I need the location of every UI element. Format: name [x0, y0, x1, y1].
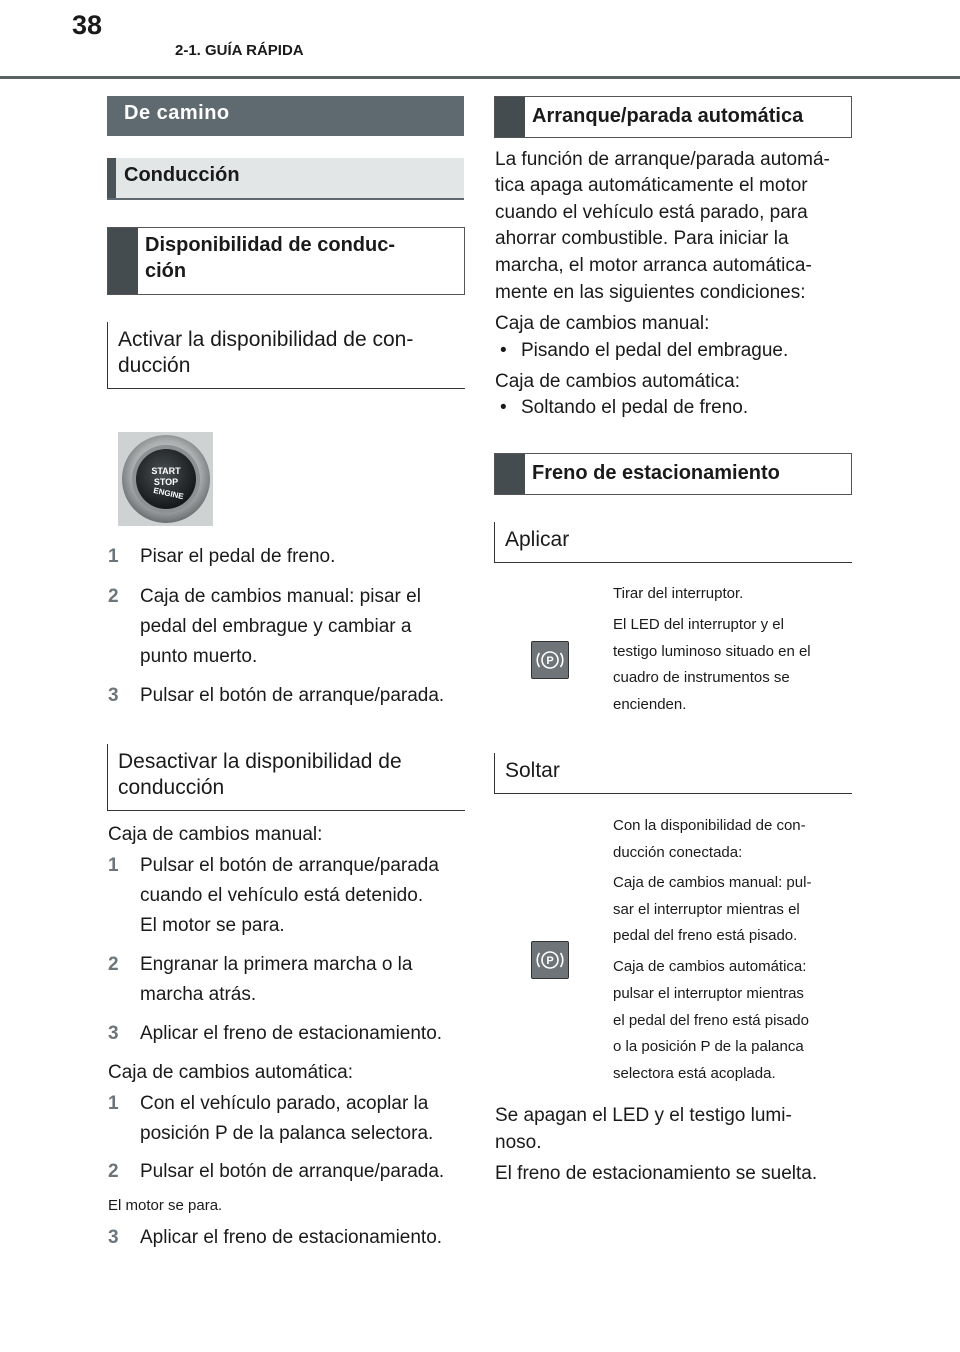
step-number: 2 — [108, 586, 119, 607]
heading-conduccion — [107, 158, 464, 200]
heading-arranque-parada — [494, 96, 852, 138]
step-number: 1 — [108, 546, 119, 567]
step-text: marcha atrás. — [140, 984, 257, 1005]
step-text: Aplicar el freno de estacionamiento. — [140, 1023, 443, 1044]
heading-arranque-parada-label: Arranque/parada automática — [532, 105, 804, 127]
soltar-line: Con la disponibilidad de con- — [613, 817, 806, 834]
step-text: Pulsar el botón de arranque/parada. — [140, 685, 445, 706]
banner-de-camino-label: De camino — [124, 102, 230, 124]
step-number: 1 — [108, 1093, 119, 1114]
page-number: 38 — [72, 10, 103, 40]
step-text: pedal del embrague y cambiar a — [140, 616, 412, 637]
soltar-line: Caja de cambios automática: — [613, 958, 807, 975]
final-line: El freno de estacionamiento se suelta. — [495, 1163, 818, 1184]
subheading-activar — [107, 322, 465, 389]
step-text: Pulsar el botón de arranque/parada. — [140, 1161, 445, 1182]
heading-freno-label: Freno de estacionamiento — [532, 462, 780, 484]
subheading-desactivar-line2: conducción — [118, 776, 225, 799]
step-number: 2 — [108, 1161, 119, 1182]
step-text: Aplicar el freno de estacionamiento. — [140, 1227, 443, 1248]
step-text: cuando el vehículo está detenido. — [140, 885, 424, 906]
soltar-line: selectora está acoplada. — [613, 1065, 776, 1082]
subheading-activar-line1: Activar la disponibilidad de con- — [118, 328, 414, 351]
step-number: 1 — [108, 855, 119, 876]
subheading-soltar-label: Soltar — [505, 759, 560, 782]
label-manual: Caja de cambios manual: — [108, 824, 323, 845]
step-text: Con el vehículo parado, acoplar la — [140, 1093, 429, 1114]
soltar-line: pulsar el interruptor mientras — [613, 985, 804, 1002]
bullet: • — [500, 340, 507, 361]
soltar-line: pedal del freno está pisado. — [613, 927, 798, 944]
subheading-aplicar-label: Aplicar — [505, 528, 570, 551]
paragraph-line: tica apaga automáticamente el motor — [495, 175, 808, 196]
heading-freno-estacionamiento — [494, 453, 852, 495]
paragraph-line: cuando el vehículo está parado, para — [495, 202, 808, 223]
subheading-aplicar — [494, 522, 852, 563]
label-automatica: Caja de cambios automática: — [108, 1062, 354, 1083]
step-text: posición P de la palanca selectora. — [140, 1123, 434, 1144]
button-text-start: START — [151, 466, 181, 476]
step-number: 2 — [108, 954, 119, 975]
final-line: noso. — [495, 1132, 542, 1153]
step-text: El motor se para. — [140, 915, 285, 936]
label-automatica-right: Caja de cambios automática: — [495, 371, 741, 392]
step-text: Pisar el pedal de freno. — [140, 546, 336, 567]
paragraph-line: La función de arranque/parada automá- — [495, 149, 830, 170]
step-number: 3 — [108, 1023, 119, 1044]
soltar-line: sar el interruptor mientras el — [613, 901, 800, 918]
soltar-line: el pedal del freno está pisado — [613, 1012, 809, 1029]
note-motor-para: El motor se para. — [108, 1197, 223, 1214]
start-stop-button-icon — [118, 432, 213, 526]
step-text: Engranar la primera marcha o la — [140, 954, 413, 975]
soltar-line: ducción conectada: — [613, 844, 743, 861]
paragraph-line: ahorrar combustible. Para iniciar la — [495, 228, 789, 249]
final-line: Se apagan el LED y el testigo lumi- — [495, 1105, 792, 1126]
bullet: • — [500, 397, 507, 418]
aplicar-line: testigo luminoso situado en el — [613, 643, 811, 660]
heading-disponibilidad-line2: ción — [145, 260, 187, 282]
step-text: punto muerto. — [140, 646, 258, 667]
label-manual-right: Caja de cambios manual: — [495, 313, 710, 334]
button-text-engine: ENGINE — [152, 485, 185, 502]
paragraph-line: marcha, el motor arranca automática- — [495, 255, 812, 276]
aplicar-line: El LED del interruptor y el — [613, 616, 784, 633]
soltar-line: Caja de cambios manual: pul- — [613, 874, 812, 891]
section-title: 2-1. GUÍA RÁPIDA — [175, 42, 304, 59]
parking-icon-letter: P — [546, 655, 554, 667]
parking-brake-switch-icon — [531, 941, 569, 979]
step-number: 3 — [108, 685, 119, 706]
heading-disponibilidad-line1: Disponibilidad de conduc- — [145, 234, 395, 256]
button-text-stop: STOP — [153, 477, 179, 487]
bullet-text: Soltando el pedal de freno. — [521, 397, 749, 418]
bullet-text: Pisando el pedal del embrague. — [521, 340, 789, 361]
soltar-line: o la posición P de la palanca — [613, 1038, 804, 1055]
aplicar-line: cuadro de instrumentos se — [613, 669, 790, 686]
start-stop-button-image — [118, 432, 213, 526]
step-text: Caja de cambios manual: pisar el — [140, 586, 421, 607]
subheading-activar-line2: ducción — [118, 354, 191, 377]
aplicar-line: Tirar del interruptor. — [613, 585, 744, 602]
banner-de-camino — [107, 96, 464, 136]
paragraph-line: mente en las siguientes condiciones: — [495, 282, 806, 303]
aplicar-line: encienden. — [613, 696, 687, 713]
step-text: Pulsar el botón de arranque/parada — [140, 855, 439, 876]
subheading-desactivar-line1: Desactivar la disponibilidad de — [118, 750, 402, 773]
parking-brake-switch-icon — [531, 641, 569, 679]
header-rule — [0, 76, 960, 79]
parking-icon-letter: P — [546, 955, 554, 967]
heading-disponibilidad — [107, 227, 465, 295]
subheading-desactivar — [107, 744, 465, 811]
heading-conduccion-label: Conducción — [124, 164, 240, 186]
step-number: 3 — [108, 1227, 119, 1248]
subheading-soltar — [494, 753, 852, 794]
